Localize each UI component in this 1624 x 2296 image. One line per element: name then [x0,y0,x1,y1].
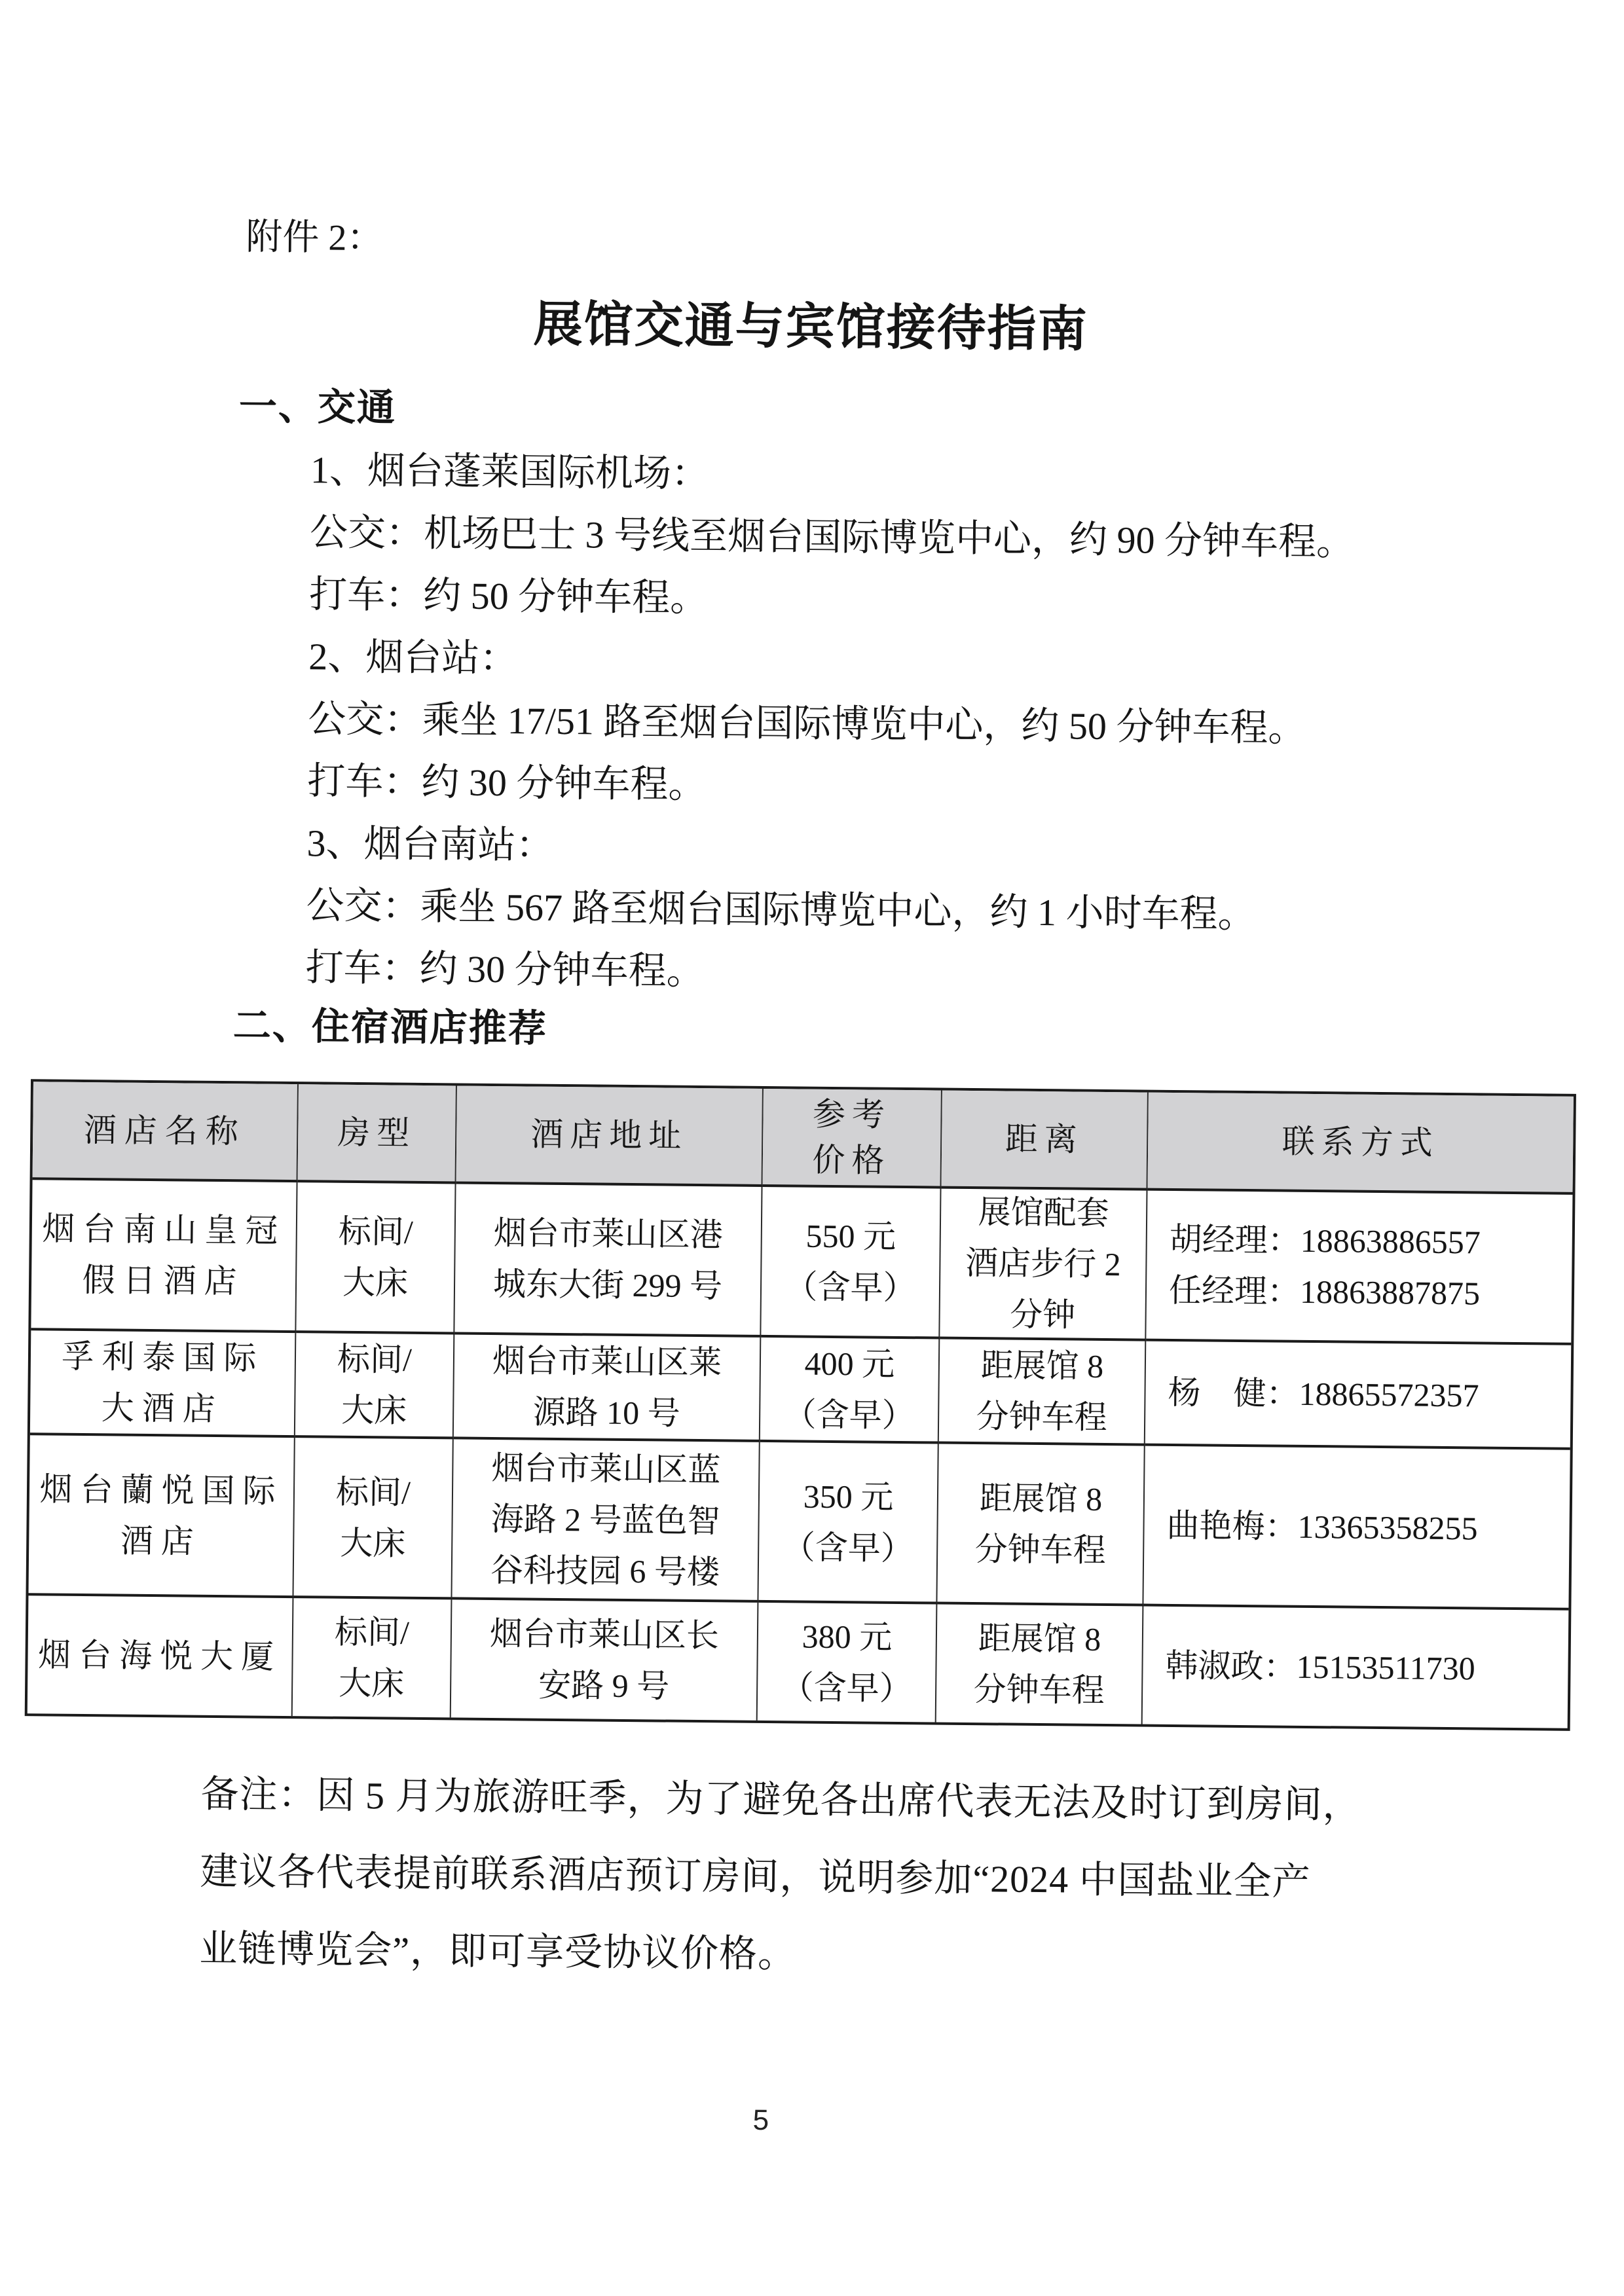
hotels-table [25,1079,1576,1731]
col-header-price: 参考 价格 [763,1089,942,1189]
page-number: 5 [752,2104,769,2137]
cell-price: 400 元 （含早） [760,1338,940,1444]
cell-distance: 展馆配套 酒店步行 2 分钟 [940,1189,1147,1341]
attachment-label: 附件 2： [246,217,384,259]
cell-room-type: 标间/ 大床 [296,1182,456,1334]
col-header-contact: 联系方式 [1147,1093,1573,1195]
cell-distance: 距展馆 8 分钟车程 [939,1339,1147,1446]
section-heading-hotels: 二、住宿酒店推荐 [232,1004,548,1050]
page-title: 展馆交通与宾馆接待指南 [533,297,1089,357]
cell-room-type: 标间/ 大床 [293,1438,453,1599]
airport-heading: 1、烟台蓬莱国际机场： [310,448,710,496]
cell-contact: 曲艳梅：13365358255 [1143,1446,1570,1611]
col-header-room-type: 房型 [298,1084,457,1184]
cell-hotel-name: 孚利泰国际 大酒店 [30,1330,297,1438]
airport-taxi-line: 打车：约 50 分钟车程。 [308,573,709,620]
transport-section [305,439,1355,1008]
cell-hotel-name: 烟台南山皇冠 假日酒店 [31,1180,297,1333]
cell-distance: 距展馆 8 分钟车程 [936,1605,1144,1724]
cell-address: 烟台市莱山区港 城东大街 299 号 [454,1184,762,1337]
section-heading-transport: 一、交通 [238,385,397,429]
cell-contact: 胡经理：18863886557 任经理：18863887875 [1146,1191,1572,1345]
station-taxi-line: 打车：约 30 分钟车程。 [307,759,707,807]
station-bus-line: 公交：乘坐 17/51 路至烟台国际博览中心，约 50 分钟车程。 [308,697,1306,750]
col-header-hotel-name: 酒店名称 [33,1082,299,1182]
cell-contact: 韩淑政：15153511730 [1165,1647,1475,1687]
col-header-address: 酒店地址 [456,1085,764,1186]
col-header-distance: 距离 [942,1091,1149,1191]
cell-address: 烟台市莱山区莱 源路 10 号 [454,1334,762,1442]
south-station-taxi-line: 打车：约 30 分钟车程。 [305,946,705,993]
note-paragraph: 备注：因 5 月为旅游旺季，为了避免各出席代表无法及时订到房间， 建议各代表提前联系酒店预订房间，说明参加“2024 中国盐业全产 业链博览会”，即可享受协议价格。 [199,1772,1361,1976]
cell-room-type: 标间/ 大床 [295,1333,455,1439]
cell-room-type: 标间/ 大床 [293,1598,452,1717]
cell-contact: 杨 健：18865572357 [1145,1341,1572,1450]
cell-address: 烟台市莱山区蓝 海路 2 号蓝色智 谷科技园 6 号楼 [452,1439,760,1602]
cell-distance: 距展馆 8 分钟车程 [937,1444,1145,1607]
south-station-heading: 3、烟台南站： [306,822,554,867]
cell-price: 550 元 （含早） [761,1187,941,1339]
cell-price: 380 元 （含早） [758,1603,938,1722]
cell-hotel-name: 烟台蘭悦国际 酒店 [28,1435,295,1598]
cell-address: 烟台市莱山区长 安路 9 号 [451,1599,759,1720]
south-station-bus-line: 公交：乘坐 567 路至烟台国际博览中心，约 1 小时车程。 [306,884,1256,936]
station-heading: 2、烟台站： [308,635,518,680]
airport-bus-line: 公交：机场巴士 3 号线至烟台国际博览中心，约 90 分钟车程。 [309,511,1355,564]
cell-hotel-name: 烟台海悦大厦 [28,1595,294,1716]
cell-price: 350 元 （含早） [758,1442,938,1605]
